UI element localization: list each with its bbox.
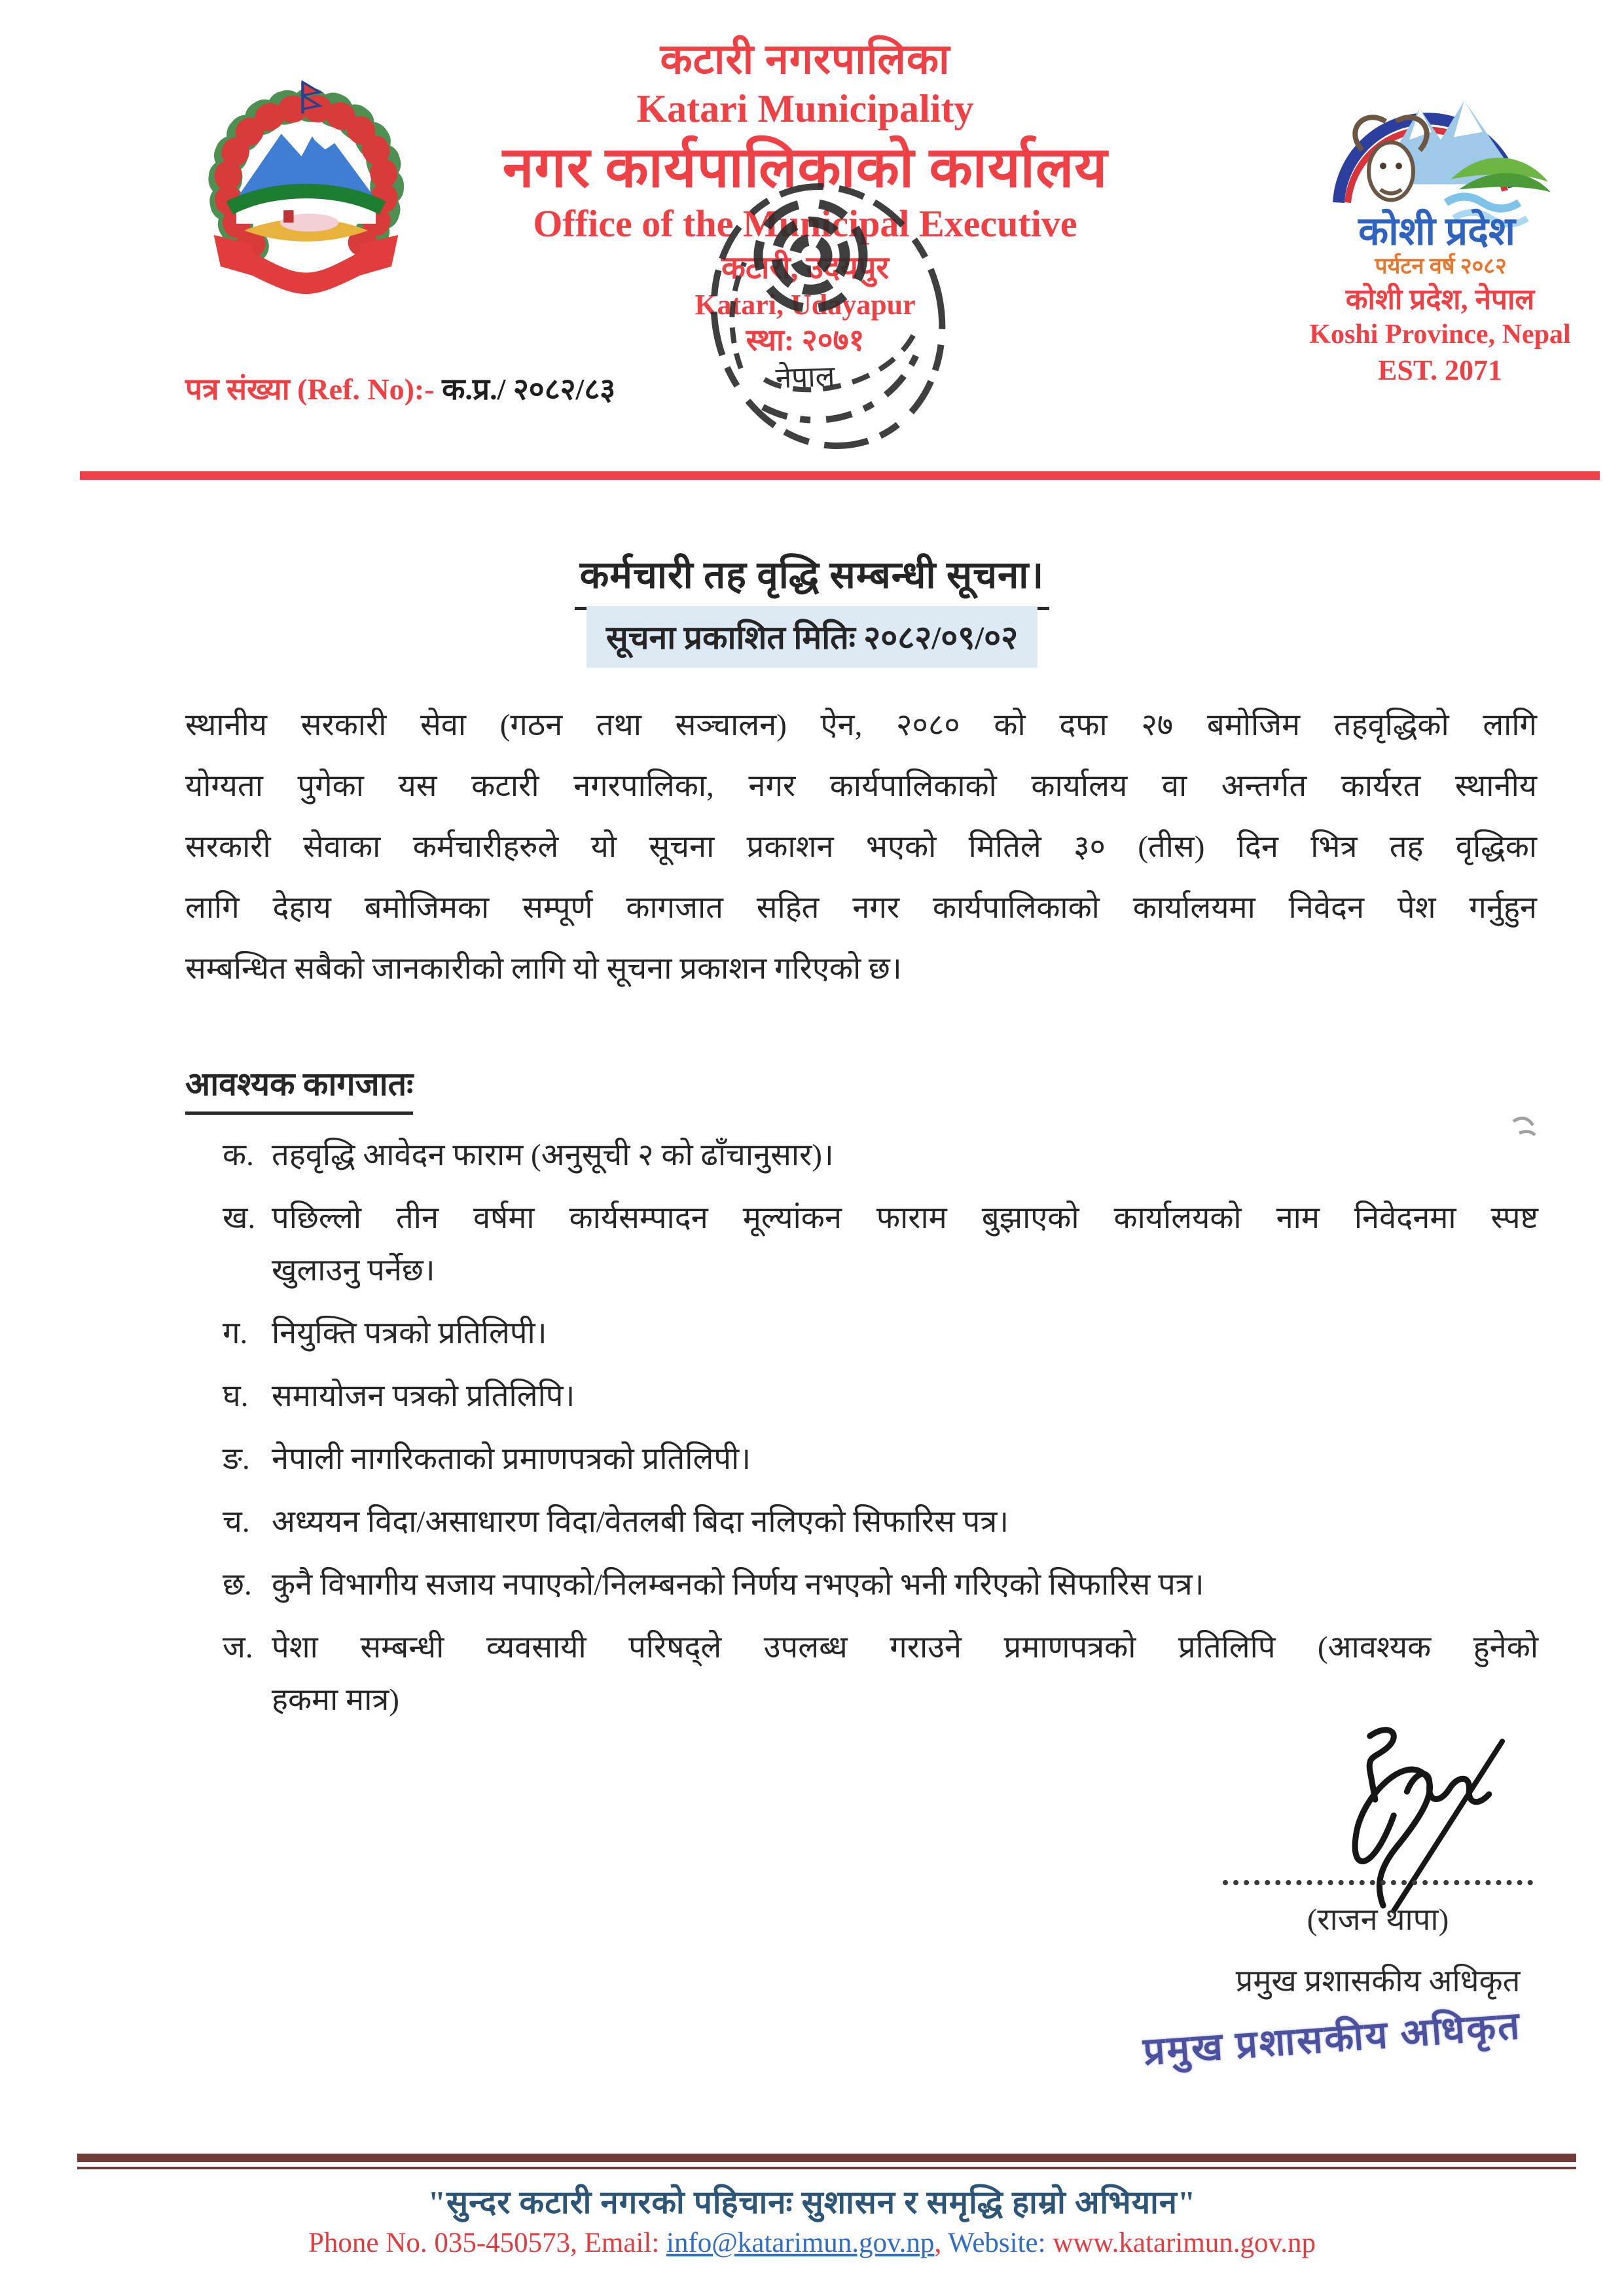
documents-list [223,1134,1538,1741]
footer-rule-thin [77,2167,1576,2169]
document-item-text: खुलाउनु पर्नेछ। [272,1254,435,1288]
reference-value: क.प्र./ २०८२/८३ [442,372,616,406]
footer-contact-line [0,2227,1624,2259]
body-line: योग्यता पुगेका यस कटारी नगरपालिका, नगर कार्यपालिकाको कार्यालय वा अन्तर्गत कार्यरत स्थानीय [185,769,1537,803]
province-caption-block [1293,281,1587,388]
koshi-logo-subtitle: पर्यटन वर्ष २०८२ [1375,254,1507,279]
documents-heading: आवश्यक कागजातः [185,1060,413,1115]
document-item [223,1500,1538,1544]
document-item [223,1437,1538,1481]
nepal-coat-of-arms-logo [193,75,419,295]
phone-email-label: Phone No. 035-450573, Email: [308,2228,667,2258]
document-item-text: अध्ययन विदा/असाधारण विदा/वेतलबी बिदा नलिएको सिफारिस पत्र। [272,1505,1009,1539]
document-item-label: च. [223,1505,250,1539]
notice-body-paragraph [185,695,1537,1000]
footer-slogan: "सुन्दर कटारी नगरको पहिचानः सुशासन र समृद्धि हाम्रो अभियान" [427,2184,1197,2220]
notice-published-date: सूचना प्रकाशित मितिः २०८२/०९/०२ [586,606,1038,668]
document-item-text: पेशा सम्बन्धी व्यवसायी परिषद्ले उपलब्ध गराउने प्रमाणपत्रको प्रतिलिपि (आवश्यक हुनेको [272,1631,1538,1665]
body-line: लागि देहाय बमोजिमका सम्पूर्ण कागजात सहित नगर कार्यपालिकाको कार्यालयमा निवेदन पेश गर्नुहुन [185,891,1537,925]
municipality-name-english: Katari Municipality [636,86,974,130]
document-item-label: ज. [223,1631,253,1665]
signatory-designation: प्रमुख प्रशासकीय अधिकृत [1235,1964,1521,1998]
document-item-text: पछिल्लो तीन वर्षमा कार्यसम्पादन मूल्यांकन फाराम बुझाएको कार्यालयको नाम निवेदनमा स्पष्ट [272,1201,1538,1235]
document-item [223,1563,1538,1606]
reference-label: पत्र संख्या (Ref. No):- [185,372,442,406]
document-item [223,1197,1538,1292]
document-item [223,1375,1538,1418]
koshi-logo-title: कोशी प्रदेश [1358,209,1515,253]
province-name-english: Koshi Province, Nepal [1309,319,1571,350]
province-name-nepali: कोशी प्रदेश, नेपाल [1345,283,1535,316]
document-item [223,1626,1538,1722]
contact-separator: , [934,2228,948,2258]
notice-title: कर्मचारी तह वृद्धि सम्बन्धी सूचना। [575,547,1049,610]
document-item-text: तहवृद्धि आवेदन फाराम (अनुसूची २ को ढाँचानुसार)। [272,1138,834,1172]
body-line: सरकारी सेवाका कर्मचारीहरुले यो सूचना प्रकाशन भएको मितिले ३० (तीस) दिन भित्र तह वृद्धिका [185,830,1537,864]
website-address: www.katarimun.gov.np [1053,2228,1316,2258]
document-item [223,1134,1538,1177]
document-item-text: नेपाली नागरिकताको प्रमाणपत्रको प्रतिलिपी। [272,1442,751,1476]
body-line: सम्बन्धित सबैको जानकारीको लागि यो सूचना प्रकाशन गरिएको छ। [185,952,902,986]
country-stamp-text: नेपाल [774,360,836,395]
signature-dotted-line [1223,1880,1533,1885]
koshi-province-logo [1299,56,1581,281]
website-label: Website: [948,2228,1053,2258]
body-line: स्थानीय सरकारी सेवा (गठन तथा सञ्चालन) ऐन, २०८० को दफा २७ बमोजिम तहवृद्धिको लागि [185,708,1537,742]
province-established: EST. 2071 [1378,353,1502,386]
signatory-name: (राजन थापा) [1307,1903,1449,1937]
document-item-text: नियुक्ति पत्रको प्रतिलिपी। [272,1316,547,1350]
document-item-label: घ. [223,1379,249,1413]
designation-ink-stamp: प्रमुख प्रशासकीय अधिकृत [1142,2004,1523,2074]
office-name-nepali: नगर कार्यपालिकाको कार्यालय [502,136,1108,199]
document-item-label: ग. [223,1316,248,1350]
document-item-label: ङ. [223,1442,250,1476]
footer-rule-thick [77,2154,1576,2162]
office-name-english: Office of the Municipal Executive [533,202,1077,245]
email-address: info@katarimun.gov.np [666,2228,935,2258]
document-item-text: समायोजन पत्रको प्रतिलिपि। [272,1379,575,1413]
document-item-label: छ. [223,1568,252,1602]
document-item [223,1312,1538,1355]
header-divider-rule [80,471,1600,480]
place-nepali: कटारी, उदयपुर [721,251,890,286]
municipality-name-nepali: कटारी नगरपालिका [660,36,950,82]
document-item-text: कुनै विभागीय सजाय नपाएको/निलम्बनको निर्णय नभएको भनी गरिएको सिफारिस पत्र। [272,1568,1204,1602]
reference-number-line [185,368,615,408]
document-item-label: ख. [223,1201,256,1235]
established-nepali: स्था: २०७१ [746,323,865,357]
document-item-label: क. [223,1138,254,1172]
document-item-text: हकमा मात्र) [272,1683,399,1717]
place-english: Katari, Udayapur [695,288,916,321]
